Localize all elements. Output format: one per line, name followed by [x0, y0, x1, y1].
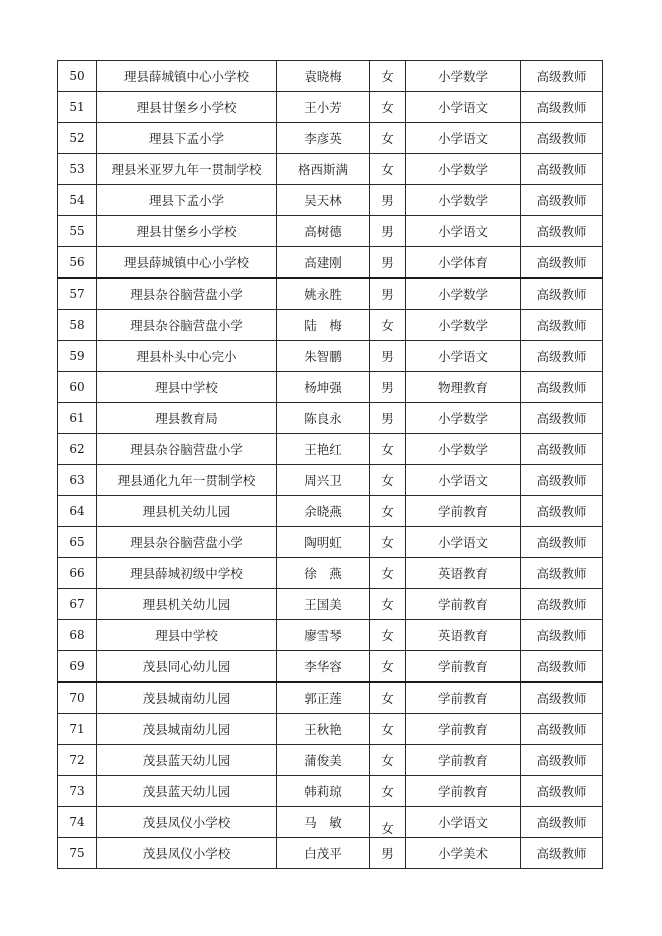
teacher-name-cell: 杨坤强 [277, 372, 370, 403]
row-number: 59 [58, 341, 97, 372]
table-row [58, 558, 603, 589]
table-row [58, 310, 603, 341]
teacher-name-cell: 余晓燕 [277, 496, 370, 527]
subject-cell: 小学数学 [406, 310, 521, 341]
subject-cell: 小学语文 [406, 92, 521, 123]
table-row [58, 61, 603, 92]
teacher-name-cell: 格西斯满 [277, 154, 370, 185]
title-cell: 高级教师 [521, 589, 603, 620]
title-cell: 高级教师 [521, 745, 603, 776]
table-row [58, 496, 603, 527]
school-cell: 理县杂谷脑营盘小学 [97, 527, 277, 558]
teacher-name-cell: 白茂平 [277, 838, 370, 869]
title-cell: 高级教师 [521, 651, 603, 683]
gender-cell: 女 [370, 154, 406, 185]
gender-cell: 男 [370, 185, 406, 216]
title-cell: 高级教师 [521, 247, 603, 279]
teacher-name-cell: 王秋艳 [277, 714, 370, 745]
school-cell: 理县中学校 [97, 372, 277, 403]
school-cell: 理县薛城镇中心小学校 [97, 61, 277, 92]
gender-cell: 女 [370, 310, 406, 341]
table-row [58, 434, 603, 465]
school-cell: 理县教育局 [97, 403, 277, 434]
title-cell: 高级教师 [521, 434, 603, 465]
school-cell: 茂县城南幼儿园 [97, 714, 277, 745]
gender-cell: 女 [370, 558, 406, 589]
table-row [58, 527, 603, 558]
row-number: 57 [58, 278, 97, 310]
row-number: 68 [58, 620, 97, 651]
title-cell: 高级教师 [521, 807, 603, 838]
school-cell: 茂县同心幼儿园 [97, 651, 277, 683]
title-cell: 高级教师 [521, 92, 603, 123]
title-cell: 高级教师 [521, 185, 603, 216]
school-cell: 茂县蓝天幼儿园 [97, 776, 277, 807]
subject-cell: 小学语文 [406, 465, 521, 496]
row-number: 63 [58, 465, 97, 496]
table-row [58, 651, 603, 683]
gender-cell: 男 [370, 341, 406, 372]
school-cell: 茂县凤仪小学校 [97, 807, 277, 838]
table-row [58, 216, 603, 247]
table-row [58, 838, 603, 869]
title-cell: 高级教师 [521, 496, 603, 527]
title-cell: 高级教师 [521, 341, 603, 372]
subject-cell: 英语教育 [406, 558, 521, 589]
subject-cell: 小学语文 [406, 123, 521, 154]
subject-cell: 学前教育 [406, 714, 521, 745]
row-number: 65 [58, 527, 97, 558]
gender-cell: 女 [370, 682, 406, 714]
teacher-name-cell: 王艳红 [277, 434, 370, 465]
title-cell: 高级教师 [521, 154, 603, 185]
teacher-name-cell: 袁晓梅 [277, 61, 370, 92]
teacher-name-cell: 韩莉琼 [277, 776, 370, 807]
teacher-name-cell: 蒲俊美 [277, 745, 370, 776]
row-number: 70 [58, 682, 97, 714]
row-number: 67 [58, 589, 97, 620]
row-number: 71 [58, 714, 97, 745]
row-number: 54 [58, 185, 97, 216]
school-cell: 理县薛城初级中学校 [97, 558, 277, 589]
gender-cell: 男 [370, 403, 406, 434]
school-cell: 理县薛城镇中心小学校 [97, 247, 277, 279]
table-row [58, 154, 603, 185]
title-cell: 高级教师 [521, 527, 603, 558]
school-cell: 理县下孟小学 [97, 123, 277, 154]
school-cell: 茂县凤仪小学校 [97, 838, 277, 869]
teacher-name-cell: 姚永胜 [277, 278, 370, 310]
gender-cell: 女 [370, 61, 406, 92]
subject-cell: 小学语文 [406, 527, 521, 558]
title-cell: 高级教师 [521, 278, 603, 310]
gender-cell: 女 [370, 620, 406, 651]
row-number: 60 [58, 372, 97, 403]
gender-cell: 女 [370, 527, 406, 558]
table-row [58, 247, 603, 279]
title-cell: 高级教师 [521, 372, 603, 403]
gender-cell: 男 [370, 247, 406, 279]
table-row [58, 92, 603, 123]
subject-cell: 小学数学 [406, 278, 521, 310]
row-number: 58 [58, 310, 97, 341]
gender-cell: 女 [370, 651, 406, 683]
table-row [58, 745, 603, 776]
teacher-name-cell: 陈良永 [277, 403, 370, 434]
school-cell: 理县机关幼儿园 [97, 496, 277, 527]
row-number: 56 [58, 247, 97, 279]
subject-cell: 学前教育 [406, 682, 521, 714]
table-row [58, 185, 603, 216]
teacher-name-cell: 徐 燕 [277, 558, 370, 589]
school-cell: 理县杂谷脑营盘小学 [97, 278, 277, 310]
table-row [58, 682, 603, 714]
row-number: 53 [58, 154, 97, 185]
teacher-name-cell: 廖雪琴 [277, 620, 370, 651]
table-row [58, 278, 603, 310]
title-cell: 高级教师 [521, 61, 603, 92]
subject-cell: 小学数学 [406, 403, 521, 434]
title-cell: 高级教师 [521, 310, 603, 341]
school-cell: 理县通化九年一贯制学校 [97, 465, 277, 496]
subject-cell: 英语教育 [406, 620, 521, 651]
table-row [58, 372, 603, 403]
subject-cell: 学前教育 [406, 496, 521, 527]
subject-cell: 小学语文 [406, 341, 521, 372]
school-cell: 理县杂谷脑营盘小学 [97, 434, 277, 465]
school-cell: 理县甘堡乡小学校 [97, 216, 277, 247]
school-cell: 理县米亚罗九年一贯制学校 [97, 154, 277, 185]
table-row [58, 807, 603, 838]
row-number: 50 [58, 61, 97, 92]
table-row [58, 714, 603, 745]
gender-cell: 女 [370, 434, 406, 465]
subject-cell: 学前教育 [406, 589, 521, 620]
table-row [58, 341, 603, 372]
row-number: 64 [58, 496, 97, 527]
table-row [58, 465, 603, 496]
subject-cell: 小学数学 [406, 185, 521, 216]
teacher-name-cell: 王国美 [277, 589, 370, 620]
gender-cell: 女 [370, 465, 406, 496]
subject-cell: 小学语文 [406, 216, 521, 247]
row-number: 69 [58, 651, 97, 683]
subject-cell: 学前教育 [406, 651, 521, 683]
teacher-name-cell: 李华容 [277, 651, 370, 683]
title-cell: 高级教师 [521, 465, 603, 496]
teacher-name-cell: 吴天林 [277, 185, 370, 216]
title-cell: 高级教师 [521, 123, 603, 154]
teacher-list-table [57, 60, 603, 869]
subject-cell: 小学数学 [406, 154, 521, 185]
school-cell: 茂县城南幼儿园 [97, 682, 277, 714]
gender-cell: 女 [370, 496, 406, 527]
teacher-name-cell: 郭正莲 [277, 682, 370, 714]
teacher-name-cell: 李彦英 [277, 123, 370, 154]
table-body [58, 61, 603, 869]
title-cell: 高级教师 [521, 403, 603, 434]
gender-cell: 女 [370, 745, 406, 776]
row-number: 72 [58, 745, 97, 776]
gender-cell: 女 [370, 714, 406, 745]
gender-cell: 男 [370, 216, 406, 247]
teacher-name-cell: 高建刚 [277, 247, 370, 279]
row-number: 51 [58, 92, 97, 123]
school-cell: 理县机关幼儿园 [97, 589, 277, 620]
row-number: 52 [58, 123, 97, 154]
subject-cell: 小学数学 [406, 434, 521, 465]
title-cell: 高级教师 [521, 838, 603, 869]
row-number: 74 [58, 807, 97, 838]
gender-cell: 女 [370, 807, 406, 838]
gender-cell: 女 [370, 123, 406, 154]
gender-cell: 女 [370, 92, 406, 123]
school-cell: 理县下孟小学 [97, 185, 277, 216]
subject-cell: 物理教育 [406, 372, 521, 403]
row-number: 55 [58, 216, 97, 247]
title-cell: 高级教师 [521, 682, 603, 714]
subject-cell: 学前教育 [406, 776, 521, 807]
table-row [58, 403, 603, 434]
subject-cell: 小学体育 [406, 247, 521, 279]
subject-cell: 小学语文 [406, 807, 521, 838]
table-row [58, 776, 603, 807]
gender-cell: 女 [370, 589, 406, 620]
school-cell: 理县朴头中心完小 [97, 341, 277, 372]
subject-cell: 小学数学 [406, 61, 521, 92]
title-cell: 高级教师 [521, 620, 603, 651]
teacher-name-cell: 陶明虹 [277, 527, 370, 558]
teacher-name-cell: 王小芳 [277, 92, 370, 123]
row-number: 75 [58, 838, 97, 869]
table-row [58, 123, 603, 154]
title-cell: 高级教师 [521, 776, 603, 807]
table-row [58, 589, 603, 620]
teacher-name-cell: 高树德 [277, 216, 370, 247]
school-cell: 理县中学校 [97, 620, 277, 651]
school-cell: 理县杂谷脑营盘小学 [97, 310, 277, 341]
title-cell: 高级教师 [521, 558, 603, 589]
teacher-name-cell: 周兴卫 [277, 465, 370, 496]
teacher-name-cell: 朱智鹏 [277, 341, 370, 372]
subject-cell: 学前教育 [406, 745, 521, 776]
teacher-name-cell: 马 敏 [277, 807, 370, 838]
title-cell: 高级教师 [521, 216, 603, 247]
school-cell: 理县甘堡乡小学校 [97, 92, 277, 123]
gender-cell: 男 [370, 838, 406, 869]
title-cell: 高级教师 [521, 714, 603, 745]
school-cell: 茂县蓝天幼儿园 [97, 745, 277, 776]
table-row [58, 620, 603, 651]
row-number: 61 [58, 403, 97, 434]
row-number: 62 [58, 434, 97, 465]
teacher-name-cell: 陆 梅 [277, 310, 370, 341]
subject-cell: 小学美术 [406, 838, 521, 869]
gender-cell: 男 [370, 278, 406, 310]
row-number: 66 [58, 558, 97, 589]
row-number: 73 [58, 776, 97, 807]
gender-cell: 男 [370, 372, 406, 403]
gender-cell: 女 [370, 776, 406, 807]
